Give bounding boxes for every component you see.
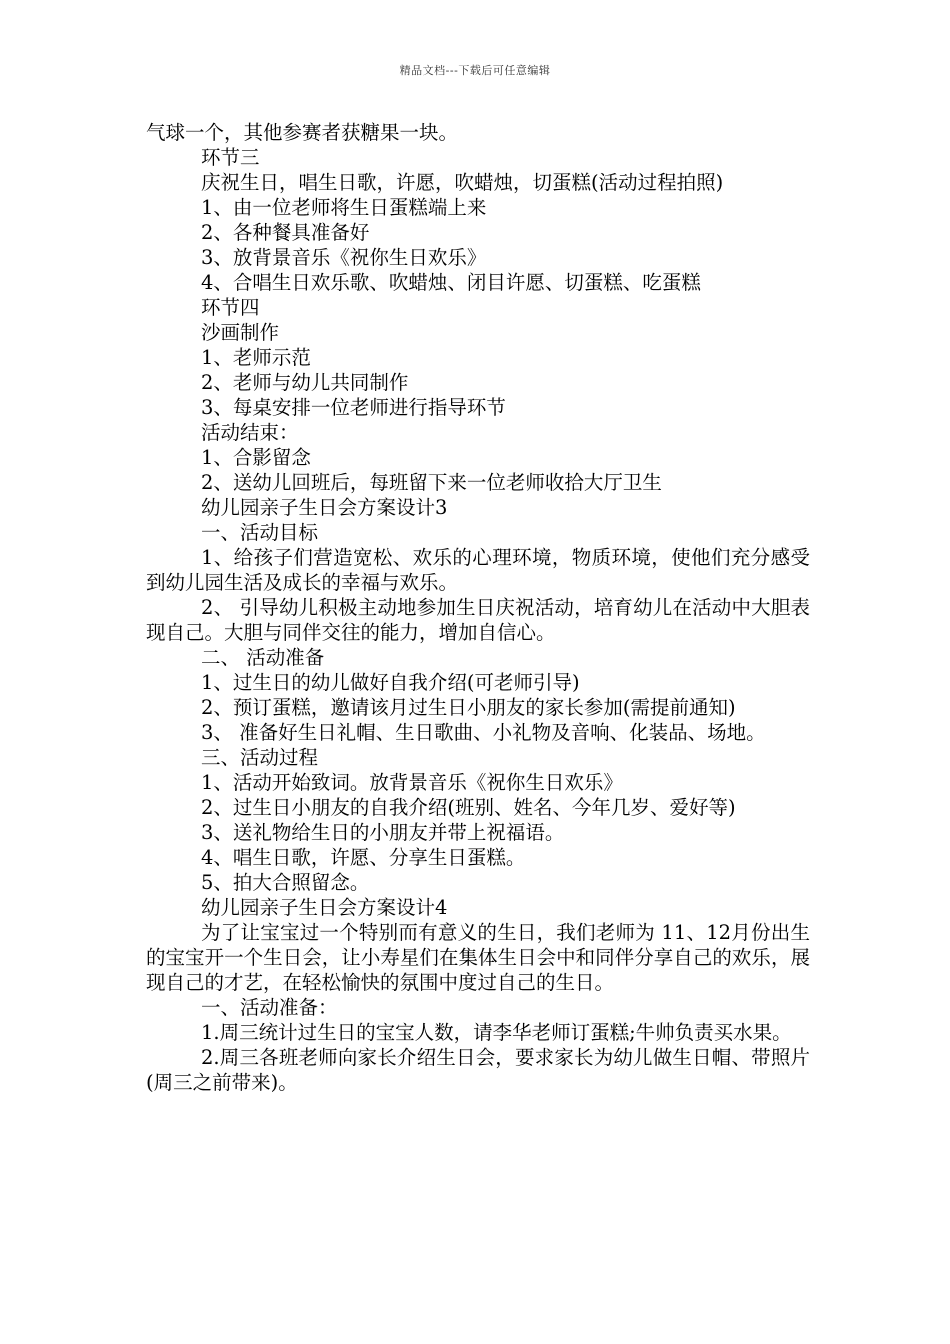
document-body (146, 120, 810, 1095)
body-line: 3、每桌安排一位老师进行指导环节 (201, 396, 506, 419)
body-line: 2、送幼儿回班后，每班留下来一位老师收拾大厅卫生 (201, 471, 662, 494)
body-paragraph: 为了让宝宝过一个特别而有意义的生日，我们老师为 11、12月份出生的宝宝开一个生日会，让小寿星们在集体生日会中和同伴分享自己的欢乐，展现自己的才艺，在轻松愉快的氛围中度过自己的生日。 (146, 921, 810, 994)
body-line: 1、由一位老师将生日蛋糕端上来 (201, 196, 487, 219)
body-paragraph: 2、过生日小朋友的自我介绍(班别、姓名、今年几岁、爱好等) (201, 796, 736, 819)
body-line: 4、合唱生日欢乐歌、吹蜡烛、闭目许愿、切蛋糕、吃蛋糕 (201, 271, 701, 294)
body-line: 三、活动过程 (201, 746, 319, 769)
body-line: 气球一个，其他参赛者获糖果一块。 (146, 121, 459, 144)
body-line: 1、过生日的幼儿做好自我介绍(可老师引导) (201, 671, 580, 694)
body-line: 幼儿园亲子生日会方案设计3 (201, 496, 448, 519)
body-line: 幼儿园亲子生日会方案设计4 (201, 896, 448, 919)
page-header: 精品文档---下载后可任意编辑 (399, 64, 551, 77)
body-line: 5、拍大合照留念。 (201, 871, 370, 894)
body-line: 1、老师示范 (201, 346, 311, 369)
body-line: 环节四 (201, 296, 260, 319)
body-paragraph: 2.周三各班老师向家长介绍生日会，要求家长为幼儿做生日帽、带照片(周三之前带来)。 (146, 1046, 810, 1094)
body-paragraph: 2、预订蛋糕，邀请该月过生日小朋友的家长参加(需提前通知) (201, 696, 736, 719)
body-line: 二、 活动准备 (201, 646, 325, 669)
body-paragraph: 1、给孩子们营造宽松、欢乐的心理环境，物质环境，使他们充分感受到幼儿园生活及成长的幸福与欢乐。 (146, 546, 810, 594)
body-paragraph: 1.周三统计过生日的宝宝人数，请李华老师订蛋糕;牛帅负责买水果。 (201, 1021, 792, 1044)
body-paragraph: 2、 引导幼儿积极主动地参加生日庆祝活动，培育幼儿在活动中大胆表现自己。大胆与同伴交往的能力，增加自信心。 (146, 596, 810, 644)
body-line: 3、送礼物给生日的小朋友并带上祝福语。 (201, 821, 565, 844)
body-line: 3、放背景音乐《祝你生日欢乐》 (201, 246, 487, 269)
body-line: 1、合影留念 (201, 446, 311, 469)
body-line: 环节三 (201, 146, 260, 169)
body-line: 2、各种餐具准备好 (201, 221, 370, 244)
body-line: 沙画制作 (201, 321, 280, 344)
body-line: 一、活动准备： (201, 996, 338, 1019)
body-line: 庆祝生日，唱生日歌，许愿，吹蜡烛，切蛋糕(活动过程拍照) (201, 171, 724, 194)
body-line: 一、活动目标 (201, 521, 319, 544)
body-line: 1、活动开始致词。放背景音乐《祝你生日欢乐》 (201, 771, 623, 794)
body-line: 2、老师与幼儿共同制作 (201, 371, 409, 394)
body-line: 4、唱生日歌，许愿、分享生日蛋糕。 (201, 846, 526, 869)
body-line: 活动结束： (201, 421, 299, 444)
body-paragraph: 3、 准备好生日礼帽、生日歌曲、小礼物及音响、化装品、场地。 (201, 721, 766, 744)
